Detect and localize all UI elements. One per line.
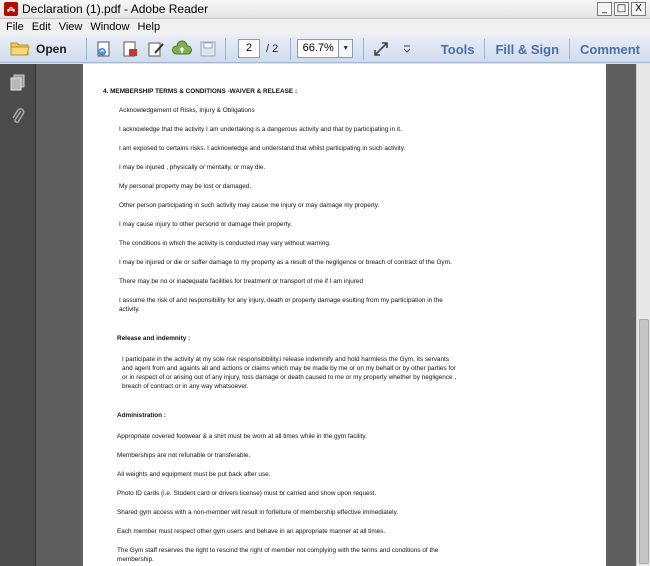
fullscreen-icon[interactable] <box>371 39 391 59</box>
doc-line: The conditions in which the activity is conducted may vary without warning. <box>119 240 331 247</box>
doc-line: I acknowledge that the activity I am undertaking is a dangerous activity and that by participating in it. <box>119 126 402 133</box>
toolbar <box>0 35 650 63</box>
doc-line: Photo ID cards (i.e. Student card or drivers license) must br carried and show upon request. <box>117 490 377 497</box>
doc-line: activity. <box>119 306 140 313</box>
title-bar <box>0 0 650 19</box>
menu-edit[interactable]: Edit <box>31 21 51 33</box>
doc-line: I may be injured or die or suffer damage to my property as a result of the negligence or breach of contract of the Gym. <box>119 259 452 266</box>
doc-line: I may cause injury to other persond or damage their property. <box>119 221 292 228</box>
tools-button[interactable]: Tools <box>440 41 475 57</box>
customize-toolbar-icon[interactable] <box>397 39 417 59</box>
attachment-icon[interactable] <box>10 108 26 126</box>
section-title: 4. MEMBERSHIP TERMS & CONDITIONS -WAIVER & RELEASE : <box>103 88 298 95</box>
minimize-button[interactable]: _ <box>597 2 612 16</box>
page-number-input[interactable]: 2 <box>238 39 260 58</box>
menu-file[interactable]: File <box>6 21 24 33</box>
doc-line: I participate in the activity at my sole risk responsibbility.i release indemnify and hold harmless the Gym, its servants <box>122 356 450 363</box>
create-pdf-icon[interactable] <box>94 39 114 59</box>
doc-line: The Gym staff reserves the right to rescind the right of member not complying with the terms and conditions of the <box>117 547 439 554</box>
doc-line: membership. <box>117 556 154 563</box>
doc-line: Shared gym access with a non-member will result in forfeiture of membership effective immediately. <box>117 509 399 516</box>
doc-line: There may be no or inadequate facilities for treatment or transport of me if I am injured <box>119 278 364 285</box>
page-total: / 2 <box>266 42 279 55</box>
fill-sign-button[interactable]: Fill & Sign <box>495 41 560 57</box>
doc-line: Acknowledgement of Risks, Injury & Obligations <box>119 107 255 114</box>
doc-line: Other person participating in such activity may cause me injury or may damage my property. <box>119 202 380 209</box>
doc-line: breach of contract or in any way whatsoever. <box>122 383 249 390</box>
print-icon[interactable] <box>120 39 140 59</box>
doc-line: Each member must respect other gym users and behave in an appropriate manner at all times. <box>117 528 386 535</box>
vertical-scrollbar[interactable] <box>636 64 650 566</box>
window-title: Declaration (1).pdf - Adobe Reader <box>22 2 209 16</box>
doc-line: I may be injured , physically or mentally, or may die. <box>119 164 266 171</box>
doc-line: or in respect of or arising out of any injury, loss damage or death caused to me or my property whether by negligence , <box>122 374 457 381</box>
adobe-reader-icon <box>4 2 18 16</box>
release-title: Release and indemnity : <box>117 335 191 342</box>
menu-bar <box>0 19 650 35</box>
doc-line: I am exposed to certains risks. I acknowledge and understand that whilst participating in such activity. <box>119 145 406 152</box>
sign-icon[interactable] <box>146 39 166 59</box>
toolbar-separator <box>86 38 87 60</box>
pdf-page <box>83 64 606 566</box>
menu-help[interactable]: Help <box>137 21 161 33</box>
zoom-input[interactable]: 66.7% <box>297 39 339 58</box>
open-button[interactable] <box>10 41 82 56</box>
close-button[interactable]: X <box>631 2 646 16</box>
menu-window[interactable]: Window <box>90 21 130 33</box>
zoom-control <box>297 39 353 58</box>
toolbar-separator <box>363 38 364 60</box>
doc-line: Memberships are not refunable or transferable. <box>117 452 251 459</box>
chevron-down-icon[interactable]: ▼ <box>339 39 353 58</box>
doc-line: Appropriate covered footwear & a shirt must be worn at all times while in the gym facility. <box>117 433 367 440</box>
cloud-upload-icon[interactable] <box>172 39 192 59</box>
administration-title: Administration : <box>117 412 166 419</box>
toolbar-separator <box>225 38 226 60</box>
doc-line: and agent from and againts all and actions or claims which may be made by me or on my behalf or by other parties for <box>122 365 456 372</box>
comment-button[interactable]: Comment <box>580 41 640 57</box>
open-label: Open <box>36 41 67 56</box>
menu-view[interactable]: View <box>58 21 83 33</box>
save-icon[interactable] <box>198 39 218 59</box>
maximize-button[interactable]: □ <box>614 2 629 16</box>
document-view[interactable] <box>36 64 636 566</box>
doc-line: All weights and equipment must be put back after use. <box>117 471 271 478</box>
navigation-panel <box>0 64 36 566</box>
doc-line: I assume the risk of and responsibility for any injury, death or property damage esulting from my participation in the <box>119 297 443 304</box>
doc-line: My personal property may be lost or damaged. <box>119 183 252 190</box>
folder-icon <box>10 41 30 56</box>
scrollbar-thumb[interactable] <box>639 319 649 564</box>
pages-panel-icon[interactable] <box>10 74 26 92</box>
toolbar-separator <box>290 38 291 60</box>
